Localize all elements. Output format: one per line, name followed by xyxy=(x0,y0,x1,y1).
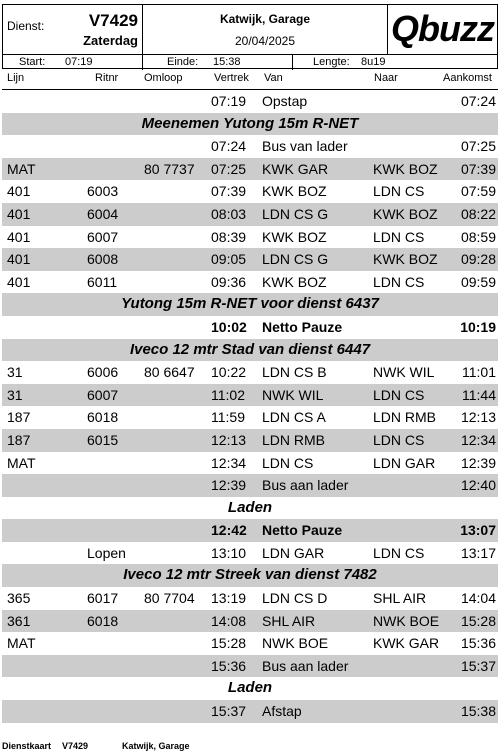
einde-label: Einde: xyxy=(167,56,199,68)
cell-naar: LDN CS xyxy=(373,544,425,561)
cell-van: LDN CS A xyxy=(262,409,326,426)
col-lijn: Lijn xyxy=(7,72,25,84)
einde-cell xyxy=(143,55,293,70)
cell-van: Opstap xyxy=(262,93,308,109)
cell-ritnr: 6018 xyxy=(87,409,119,426)
cell-aankomst: 13:07 xyxy=(460,522,496,539)
cell-aankomst: 15:36 xyxy=(460,635,496,652)
cell-ritnr: 6007 xyxy=(87,228,119,245)
header-box xyxy=(2,4,498,69)
cell-vertrek: 15:37 xyxy=(211,703,247,720)
pause-row xyxy=(2,316,498,339)
cell-van: Netto Pauze xyxy=(262,318,343,335)
service-date: 20/04/2025 xyxy=(234,34,296,48)
cell-omloop: 80 7704 xyxy=(144,590,195,607)
trip-row xyxy=(2,655,498,678)
cell-naar: KWK GAR xyxy=(373,635,440,652)
cell-ritnr: 6007 xyxy=(87,386,119,403)
section-title: Laden xyxy=(227,498,273,516)
section-title: Laden xyxy=(227,679,273,697)
cell-naar: LDN CS xyxy=(373,431,425,448)
cell-van: SHL AIR xyxy=(262,612,316,629)
trip-row xyxy=(2,700,498,723)
cell-vertrek: 12:34 xyxy=(211,454,247,471)
qbuzz-logo: Qbuzz xyxy=(391,8,494,49)
trip-row xyxy=(2,632,498,655)
cell-ritnr: 6011 xyxy=(87,273,118,290)
cell-naar: LDN CS xyxy=(373,386,425,403)
cell-van: Bus van lader xyxy=(262,138,348,155)
cell-aankomst: 14:04 xyxy=(460,590,496,607)
einde-value: 15:38 xyxy=(213,56,241,68)
cell-aankomst: 07:59 xyxy=(460,183,496,200)
cell-vertrek: 15:36 xyxy=(211,657,247,674)
trip-row xyxy=(2,90,498,113)
pause-row xyxy=(2,519,498,542)
trip-row xyxy=(2,226,498,249)
cell-vertrek: 11:02 xyxy=(211,386,245,403)
cell-naar: NWK BOE xyxy=(373,612,440,629)
cell-vertrek: 10:02 xyxy=(211,318,247,335)
start-value: 07:19 xyxy=(65,56,93,68)
cell-naar: KWK BOZ xyxy=(373,205,438,222)
dienst-cell xyxy=(3,5,143,54)
cell-ritnr: 6006 xyxy=(87,364,119,381)
cell-vertrek: 07:25 xyxy=(211,160,247,177)
cell-aankomst: 07:39 xyxy=(460,160,496,177)
cell-van: Bus aan lader xyxy=(262,657,349,674)
cell-aankomst: 08:59 xyxy=(460,228,496,245)
cell-aankomst: 12:39 xyxy=(460,454,496,471)
cell-aankomst: 12:13 xyxy=(460,409,496,426)
cell-aankomst: 15:37 xyxy=(460,657,496,674)
cell-lijn: 187 xyxy=(7,409,31,426)
cell-vertrek: 09:36 xyxy=(211,273,247,290)
cell-ritnr: 6008 xyxy=(87,251,119,268)
cell-vertrek: 12:42 xyxy=(211,522,247,539)
trip-row xyxy=(2,406,498,429)
trip-row xyxy=(2,587,498,610)
cell-naar: LDN CS xyxy=(373,228,425,245)
cell-naar: NWK WIL xyxy=(373,364,435,381)
section-header-row xyxy=(2,113,498,136)
section-header-row xyxy=(2,339,498,362)
trip-row xyxy=(2,248,498,271)
col-van: Van xyxy=(264,72,283,84)
logo-cell xyxy=(388,5,497,54)
cell-van: Afstap xyxy=(262,703,302,720)
trip-row xyxy=(2,384,498,407)
cell-vertrek: 08:03 xyxy=(211,205,247,222)
cell-aankomst: 08:22 xyxy=(460,205,496,222)
cell-lijn: 31 xyxy=(7,364,23,381)
cell-vertrek: 13:10 xyxy=(211,544,247,561)
cell-vertrek: 13:19 xyxy=(211,590,247,607)
lengte-value: 8u19 xyxy=(361,56,386,68)
start-label: Start: xyxy=(19,56,46,68)
cell-ritnr: 6004 xyxy=(87,205,119,222)
cell-naar: LDN CS xyxy=(373,273,425,290)
cell-lijn: 187 xyxy=(7,431,31,448)
cell-ritnr: 6017 xyxy=(87,590,119,607)
location-name: Katwijk, Garage xyxy=(219,12,311,26)
cell-lijn: 365 xyxy=(7,590,31,607)
cell-van: LDN CS xyxy=(262,454,314,471)
cell-vertrek: 14:08 xyxy=(211,612,247,629)
cell-naar: LDN CS xyxy=(373,183,425,200)
section-title: Iveco 12 mtr Streek van dienst 7482 xyxy=(123,566,377,584)
cell-vertrek: 10:22 xyxy=(211,364,247,381)
trip-row xyxy=(2,271,498,294)
col-vertrek: Vertrek xyxy=(214,72,249,84)
cell-aankomst: 12:40 xyxy=(460,477,496,494)
trip-row xyxy=(2,429,498,452)
cell-van: NWK BOE xyxy=(262,635,329,652)
trip-row xyxy=(2,452,498,475)
schedule-table xyxy=(2,90,498,723)
times-row xyxy=(3,54,497,70)
cell-van: Netto Pauze xyxy=(262,522,343,539)
cell-van: Bus aan lader xyxy=(262,477,349,494)
cell-lijn: 31 xyxy=(7,386,23,403)
cell-aankomst: 09:59 xyxy=(460,273,496,290)
cell-van: KWK BOZ xyxy=(262,228,327,245)
cell-vertrek: 07:39 xyxy=(211,183,247,200)
cell-lijn: 401 xyxy=(7,251,31,268)
trip-row xyxy=(2,542,498,565)
cell-ritnr: 6015 xyxy=(87,431,119,448)
footer-label: Dienstkaart xyxy=(2,741,52,751)
cell-aankomst: 12:34 xyxy=(460,431,496,448)
cell-van: NWK WIL xyxy=(262,386,324,403)
cell-lijn: MAT xyxy=(7,160,36,177)
cell-van: LDN CS B xyxy=(262,364,327,381)
trip-row xyxy=(2,203,498,226)
cell-van: LDN RMB xyxy=(262,431,326,448)
cell-ritnr: 6003 xyxy=(87,183,119,200)
column-header xyxy=(2,70,498,88)
cell-ritnr: Lopen xyxy=(87,544,126,561)
cell-naar: LDN RMB xyxy=(373,409,437,426)
start-cell xyxy=(3,55,143,70)
cell-aankomst: 11:01 xyxy=(462,364,496,381)
section-header-row xyxy=(2,497,498,520)
section-title: Meenemen Yutong 15m R-NET xyxy=(141,114,359,132)
cell-aankomst: 11:44 xyxy=(462,386,496,403)
cell-aankomst: 15:38 xyxy=(460,703,496,720)
trip-row xyxy=(2,610,498,633)
cell-van: KWK BOZ xyxy=(262,273,327,290)
cell-lijn: MAT xyxy=(7,635,36,652)
cell-vertrek: 12:39 xyxy=(211,477,247,494)
trip-row xyxy=(2,361,498,384)
cell-vertrek: 11:59 xyxy=(211,409,245,426)
section-header-row xyxy=(2,293,498,316)
cell-aankomst: 13:17 xyxy=(460,544,496,561)
trip-row xyxy=(2,135,498,158)
cell-aankomst: 07:25 xyxy=(460,138,496,155)
cell-van: LDN CS G xyxy=(262,205,329,222)
lengte-label: Lengte: xyxy=(313,56,350,68)
cell-van: LDN GAR xyxy=(262,544,325,561)
cell-van: LDN CS D xyxy=(262,590,328,607)
section-title: Iveco 12 mtr Stad van dienst 6447 xyxy=(129,340,371,358)
lengte-cell xyxy=(293,55,497,70)
section-header-row xyxy=(2,677,498,700)
cell-naar: KWK BOZ xyxy=(373,160,438,177)
cell-vertrek: 15:28 xyxy=(211,635,247,652)
footer-location: Katwijk, Garage xyxy=(122,741,190,751)
cell-omloop: 80 6647 xyxy=(144,364,195,381)
dienst-number: V7429 xyxy=(88,11,138,30)
cell-aankomst: 07:24 xyxy=(460,93,496,109)
col-naar: Naar xyxy=(374,72,398,84)
cell-lijn: 401 xyxy=(7,273,31,290)
cell-aankomst: 10:19 xyxy=(460,318,496,335)
col-omloop: Omloop xyxy=(144,72,183,84)
cell-vertrek: 12:13 xyxy=(211,431,247,448)
cell-aankomst: 15:28 xyxy=(460,612,496,629)
cell-vertrek: 07:24 xyxy=(211,138,247,155)
section-title: Yutong 15m R-NET voor dienst 6437 xyxy=(121,295,379,313)
trip-row xyxy=(2,474,498,497)
dienst-day: Zaterdag xyxy=(83,33,138,48)
location-cell xyxy=(143,5,388,54)
col-ritnr: Ritnr xyxy=(95,72,119,84)
cell-lijn: 361 xyxy=(7,612,31,629)
cell-naar: SHL AIR xyxy=(373,590,427,607)
cell-lijn: 401 xyxy=(7,183,31,200)
cell-van: LDN CS G xyxy=(262,251,329,268)
cell-vertrek: 07:19 xyxy=(211,93,247,109)
cell-lijn: 401 xyxy=(7,205,31,222)
footer-dienst: V7429 xyxy=(62,741,89,751)
col-aankomst: Aankomst xyxy=(443,72,492,84)
cell-naar: LDN GAR xyxy=(373,454,436,471)
trip-row xyxy=(2,180,498,203)
cell-aankomst: 09:28 xyxy=(460,251,496,268)
cell-van: KWK BOZ xyxy=(262,183,327,200)
cell-vertrek: 08:39 xyxy=(211,228,247,245)
cell-vertrek: 09:05 xyxy=(211,251,247,268)
cell-lijn: MAT xyxy=(7,454,36,471)
dienst-label: Dienst: xyxy=(7,19,45,33)
cell-ritnr: 6018 xyxy=(87,612,119,629)
cell-naar: KWK BOZ xyxy=(373,251,438,268)
section-header-row xyxy=(2,564,498,587)
cell-omloop: 80 7737 xyxy=(144,160,195,177)
cell-van: KWK GAR xyxy=(262,160,329,177)
trip-row xyxy=(2,158,498,181)
cell-lijn: 401 xyxy=(7,228,31,245)
